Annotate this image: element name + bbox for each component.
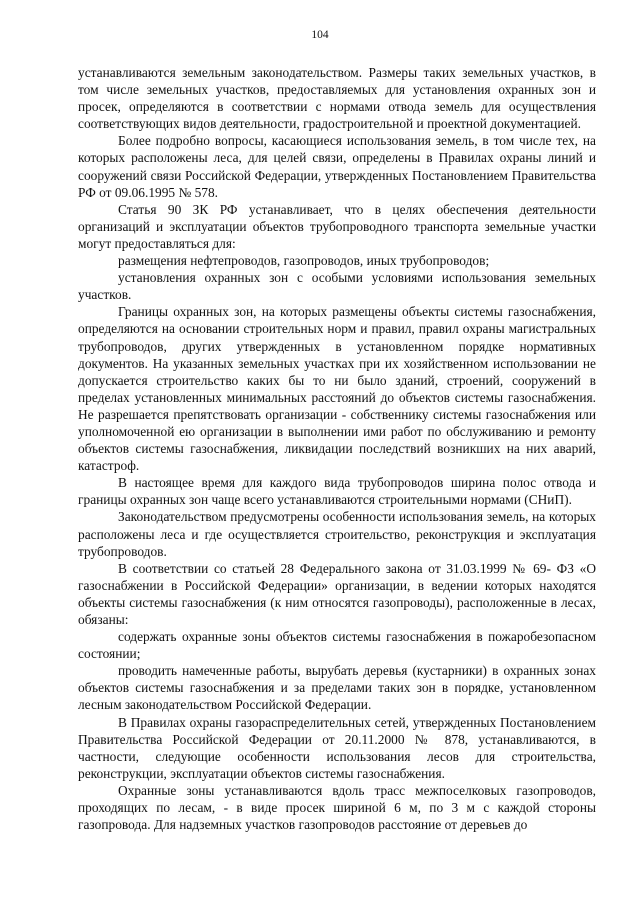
- paragraph: Более подробно вопросы, касающиеся использования земель, в том числе тех, на которых расположены леса, для целей связи, определены в Правилах охраны линий и сооружений связи Российской Федерации, утвержденных Постановлением Правительства РФ от 09.06.1995 № 578.: [78, 133, 596, 200]
- list-item: размещения нефтепроводов, газопроводов, иных трубопроводов;: [118, 253, 490, 269]
- paragraph: В настоящее время для каждого вида трубопроводов ширина полос отвода и границы охранных зон чаще всего устанавливаются строительными нормами (СНиП).: [78, 475, 596, 508]
- paragraph: В соответствии со статьей 28 Федерального закона от 31.03.1999 № 69- ФЗ «О газоснабжении в Российской Федерации» организации, в ведении которых находятся объекты системы газоснабжения (к ним относятся газопроводы), расположенные в лесах, обязаны:: [78, 560, 596, 627]
- paragraph: Законодательством предусмотрены особенности использования земель, на которых расположены леса и где осуществляется строительство, реконструкция и эксплуатация трубопроводов.: [78, 509, 596, 559]
- paragraph: устанавливаются земельным законодательством. Размеры таких земельных участков, в том числе земельных участков, предоставляемых для установления охранных зон и просек, определяются в соответствии с нормами отвода земель для осуществления соответствующих видов деятельности, градостроительной и проектной документацией.: [78, 65, 596, 132]
- list-item: установления охранных зон с особыми условиями использования земельных участков.: [78, 270, 596, 303]
- body-text: [78, 64, 596, 833]
- paragraph: Охранные зоны устанавливаются вдоль трасс межпоселковых газопроводов, проходящих по лесам, - в виде просек шириной 6 м, по 3 м с каждой стороны газопровода. Для надземных участков газопроводов расстояние от деревьев до: [78, 782, 596, 833]
- paragraph: В Правилах охраны газораспределительных сетей, утвержденных Постановлением Правительства Российской Федерации от 20.11.2000 № 878, устанавливаются, в частности, следующие особенности использования лесов для строительства, реконструкции, эксплуатации объектов системы газоснабжения.: [78, 714, 596, 781]
- page-number: 104: [311, 29, 329, 41]
- list-item: содержать охранные зоны объектов системы газоснабжения в пожаробезопасном состоянии;: [78, 629, 596, 662]
- paragraph: Статья 90 ЗК РФ устанавливает, что в целях обеспечения деятельности организаций и эксплуатации объектов трубопроводного транспорта земельные участки могут предоставляться для:: [78, 201, 596, 251]
- paragraph: Границы охранных зон, на которых размещены объекты системы газоснабжения, определяются на основании строительных норм и правил, правил охраны магистральных трубопроводов, других утвержденных в установленном порядке нормативных документов. На указанных земельных участках при их хозяйственном использовании не допускается строительство каких бы то ни было зданий, строений, сооружений в пределах установленных минимальных расстояний до объектов системы газоснабжения. Не разрешается препятствовать организации - собственнику системы газоснабжения или уполномоченной ею организации в выполнении ими работ по обслуживанию и ремонту объектов системы газоснабжения, ликвидации последствий возникших на них аварий, катастроф.: [78, 304, 596, 474]
- list-item: проводить намеченные работы, вырубать деревья (кустарники) в охранных зонах объектов системы газоснабжения и за пределами таких зон в порядке, установленном лесным законодательством Российской Федерации.: [78, 663, 596, 713]
